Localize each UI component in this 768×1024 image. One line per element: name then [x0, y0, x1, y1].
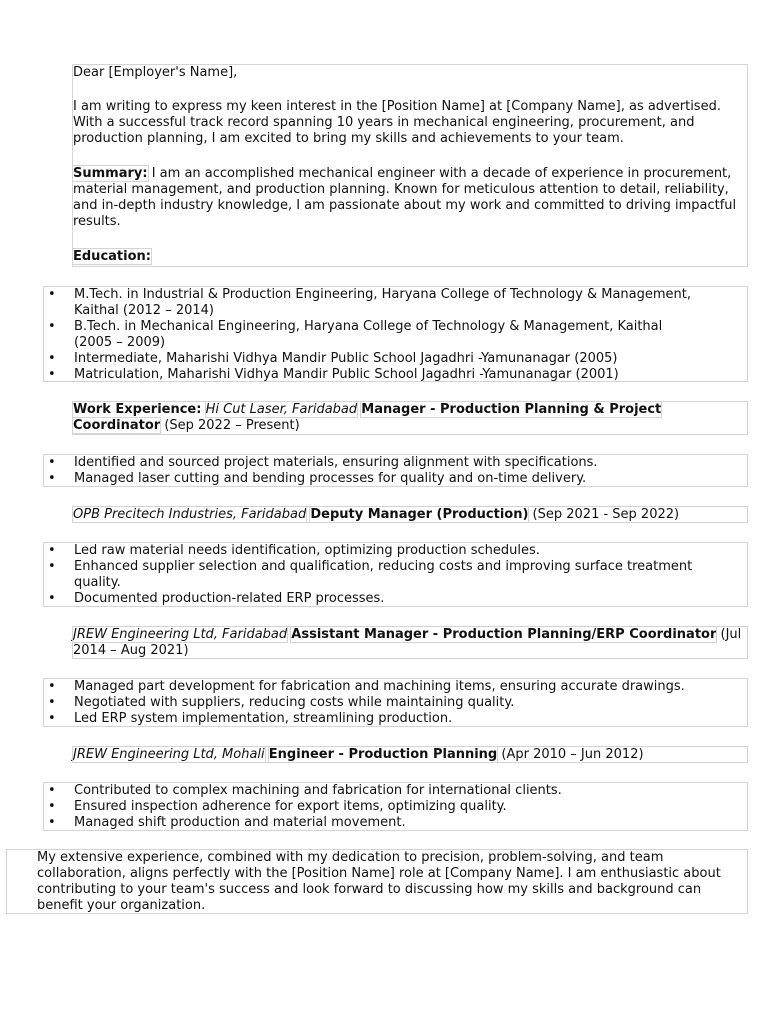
job-company: JREW Engineering Ltd, Mohali — [73, 747, 265, 762]
closing-section — [6, 849, 748, 914]
list-item: • Led raw material needs identification, optimizing production schedules. — [48, 543, 540, 558]
list-item: • Managed shift production and material movement. — [48, 815, 406, 830]
list-item: • B.Tech. in Mechanical Engineering, Haryana College of Technology & Management, Kaithal (2005 – 2009) — [48, 319, 663, 350]
job-header — [72, 746, 748, 763]
job-bullets — [43, 782, 748, 831]
list-item: • Managed part development for fabrication and machining items, ensuring accurate drawings. — [48, 679, 685, 694]
list-item: • Identified and sourced project materials, ensuring alignment with specifications. — [48, 455, 598, 470]
list-item: • Managed laser cutting and bending processes for quality and on-time delivery. — [48, 471, 587, 486]
job-title: Assistant Manager - Production Planning/ERP Coordinator — [291, 627, 717, 642]
job-header — [72, 626, 748, 659]
list-item: • M.Tech. in Industrial & Production Engineering, Haryana College of Technology & Management, Kaithal (2012 – 2014) — [48, 287, 692, 318]
job-title: Manager - Production Planning & Project Coordinator — [73, 402, 662, 433]
job-dates: (Sep 2022 – Present) — [164, 418, 300, 433]
job-company: Hi Cut Laser, Faridabad — [205, 402, 358, 417]
list-item: • Negotiated with suppliers, reducing costs while maintaining quality. — [48, 695, 515, 710]
education-heading: Education: — [73, 249, 151, 264]
experience-heading: Work Experience: — [73, 402, 202, 417]
list-item: • Intermediate, Maharishi Vidhya Mandir Public School Jagadhri -Yamunanagar (2005) — [48, 351, 618, 366]
list-item: • Enhanced supplier selection and qualification, reducing costs and improving surface treatment quality. — [48, 559, 693, 590]
closing-paragraph: My extensive experience, combined with my dedication to precision, problem-solving, and team collaboration, aligns perfectly with the [Position Name] role at [Company Name]. I am enthusiastic about contributing to your team's success and look forward to discussing how my skills and background can benefit your organization. — [37, 850, 721, 913]
job-company: JREW Engineering Ltd, Faridabad — [73, 627, 288, 642]
job-header — [72, 401, 748, 435]
job-dates: (Apr 2010 – Jun 2012) — [501, 747, 644, 762]
job-dates: (Sep 2021 - Sep 2022) — [532, 507, 680, 522]
education-list — [43, 286, 748, 382]
summary-text: I am an accomplished mechanical engineer with a decade of experience in procurement, material management, and production planning. Known for meticulous attention to detail, reliability, and in-depth industry knowledge, I am passionate about my work and committed to driving impactful results. — [73, 166, 737, 229]
list-item: • Contributed to complex machining and fabrication for international clients. — [48, 783, 562, 798]
list-item: • Led ERP system implementation, streamlining production. — [48, 711, 453, 726]
job-bullets — [43, 454, 748, 487]
job-company: OPB Precitech Industries, Faridabad — [73, 507, 307, 522]
list-item: • Documented production-related ERP processes. — [48, 591, 385, 606]
list-item: • Matriculation, Maharishi Vidhya Mandir Public School Jagadhri -Yamunanagar (2001) — [48, 367, 619, 382]
intro-paragraph: I am writing to express my keen interest in the [Position Name] at [Company Name], as advertised. With a successful track record spanning 10 years in mechanical engineering, procurement, and production planning, I am excited to bring my skills and achievements to your team. — [73, 99, 721, 146]
job-bullets — [43, 678, 748, 727]
job-title: Engineer - Production Planning — [268, 747, 498, 762]
summary-paragraph — [73, 166, 745, 230]
job-bullets — [43, 542, 748, 607]
summary-label: Summary: — [73, 166, 148, 181]
salutation: Dear [Employer's Name], — [73, 65, 238, 80]
intro-section — [72, 64, 748, 267]
list-item: • Ensured inspection adherence for export items, optimizing quality. — [48, 799, 507, 814]
job-header — [72, 506, 748, 523]
job-title: Deputy Manager (Production) — [310, 507, 529, 522]
job-dates: (Jul 2014 – Aug 2021) — [73, 627, 742, 658]
